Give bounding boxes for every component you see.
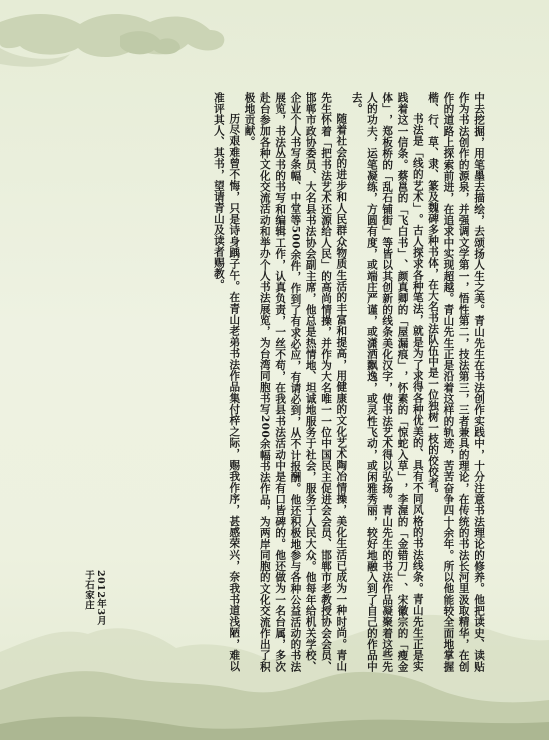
paragraph: 随着社会的进步和人民群众物质生活的丰富和提高，用健康的文化艺术陶冶情操，美化生活已成为一种时尚。青山先生怀着「把书法艺术还源给人民」的高尚情操，并作为大名唯一一位中国民主促进会会员、邯郸市老教授协会会员、邯郸市政协委员、大名县书法协会副主席，他总是热情地、坦诚地服务于社会，服务于人民大众。他每年给机关学校、企业个人书写条幅、中堂等500余件，作到了有求必应，有请必到，从不计报酬。他还积极地参与各种公益活动的书法展览，书法丛书的书写和编辑工作，认真负责，一丝不苟，在我县书法活动中是有口皆碑的。他还做为一名台属，多次赴台参加各种文化交流活动和举办个人书法展览，为台湾同胞书写200余幅书法作品，为两岸同胞的文化交流作出了积极地贡献。 <box>243 92 348 672</box>
signature-block <box>82 570 106 670</box>
paragraph: 中去挖掘，用笔墨去描绘，去颂扬人生之美。青山先生在书法创作实践中，十分注意书法理论的修养。他把读史、读贴作为书法创作的源泉，并强调文学第一，悟性第二，技法第三，三者兼具的理论，在传统的书法长河里汲取精华，在创作的道路上探索前进，在追求中实现超越。青山先生正是沿着这样的轨迹，苦苦奋争四十余年。所以他能较全面地掌握楷、行、草、隶、篆及魏碑多种书体，在大名书法队伍中是一位独树一枝的佼佼者。 <box>427 92 485 672</box>
paragraph: 书法是「线的艺术」。古人探求各种笔法，就是为了求得各种优美的、具有不同风格的书法线条。青山先生正是实践着这一信条。蔡邕的「飞白书」、颜真卿的「屋漏痕」，怀素的「惊蛇入草」，李渥的「金错刀」、宋徽宗的「瘦金体」，郑板桥的「乱石铺街」等皆以其创新的线条美化汉字，使书法艺术得以弘扬。青山先生的书法作品凝聚着这些先人的功夫，运笔凝练，方圆有度，或端庄严谨，或潇洒飘逸，或灵性飞动，或闲雅秀丽，较好地融入到了自己的作品中去。 <box>350 92 424 672</box>
cloud-ornament <box>0 14 224 67</box>
paragraph: 历尽艰难曾不悔，只是诗身踽子午。在青山老弟书法作品集付梓之际，赐我作序，甚感荣兴，奈我书道浅陋，难以准评其人、其书，望请青山及读者赐教。 <box>212 92 241 672</box>
article-body <box>88 92 486 672</box>
signature-date: 2012年3月 <box>95 570 106 626</box>
signature-author: 于石家庄 <box>83 570 94 610</box>
